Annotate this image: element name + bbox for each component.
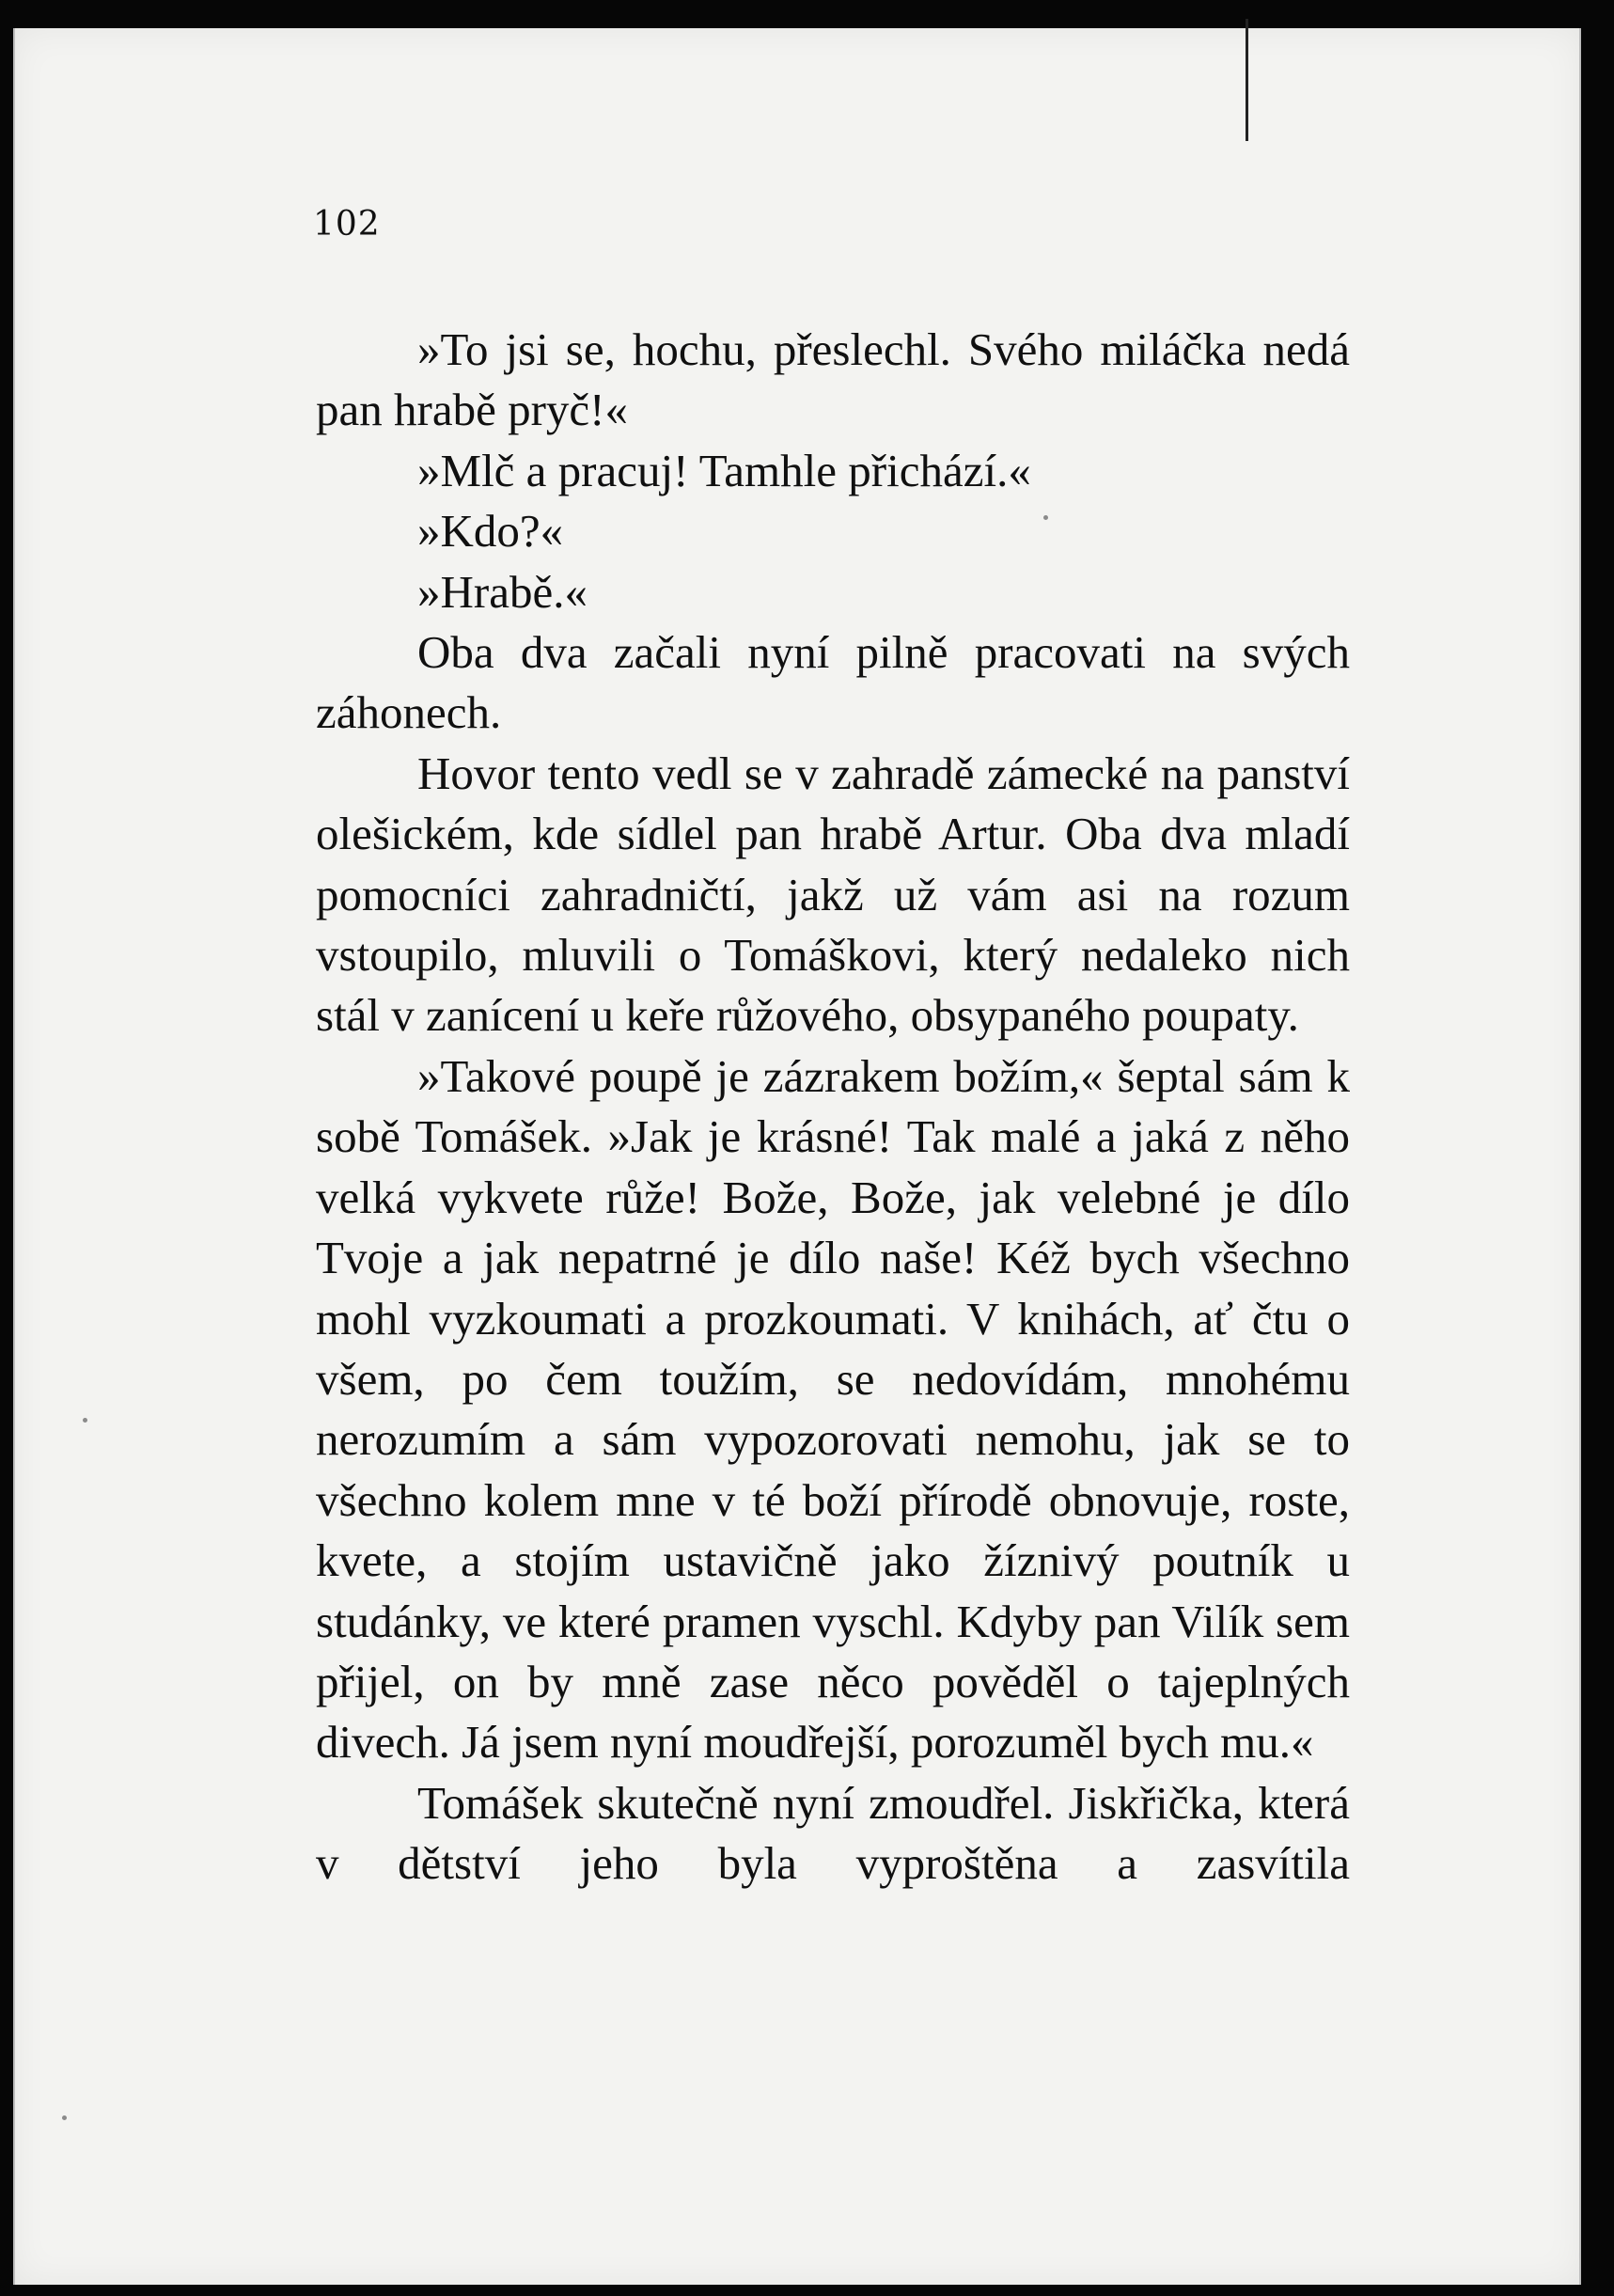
page-left-edge [13, 28, 15, 2285]
paragraph: »To jsi se, hochu, přeslechl. Svého miláčka nedá pan hrabě pryč!« [316, 323, 1350, 436]
paragraph: »Hrabě.« [417, 565, 588, 618]
paragraph: Hovor tento vedl se v zahradě zámecké na panství olešickém, kde sídlel pan hrabě Artur. Oba dva mladí pomocníci zahradničtí, jakž už vám asi na rozum vstoupilo, mluvili o Tomáškovi, který nedaleko nich stál v zanícení u keře růžového, obsypaného poupaty. [316, 747, 1350, 1042]
paragraph: »Kdo?« [417, 505, 564, 558]
fold-mark [1246, 19, 1248, 141]
paragraph: »Takové poupě je zázrakem božím,« šeptal sám k sobě Tomášek. »Jak je krásné! Tak malé a jaká z něho velká vykvete růže! Bože, Bože, jak velebné je dílo Tvoje a jak nepatrné je dílo naše! Kéž bych všechno mohl vyzkoumati a prozkoumati. V knihách, ať čtu o všem, po čem toužím, se nedovídám, mnohému nerozumím a sám vypozorovati nemohu, jak se to všechno kolem mne v té boží přírodě obnovuje, roste, kvete, a stojím ustavičně jako žíznivý poutník u studánky, ve které pramen vyschl. Kdyby pan Vilík sem přijel, on by mně zase něco pověděl o tajeplných divech. Já jsem nyní moudřejší, porozuměl bych mu.« [316, 1049, 1350, 1769]
page-number: 102 [313, 205, 381, 244]
paper-speck [83, 1418, 87, 1423]
paper-speck [62, 2115, 67, 2120]
body-text [316, 320, 1350, 1895]
paragraph: »Mlč a pracuj! Tamhle přichází.« [417, 444, 1031, 496]
page-right-edge [1579, 28, 1581, 2285]
paragraph: Tomášek skutečně nyní zmoudřel. Jiskřička, která v dětství jeho byla vyproštěna a zasvítila [316, 1776, 1350, 1890]
paragraph: Oba dva začali nyní pilně pracovati na svých záhonech. [316, 626, 1350, 739]
